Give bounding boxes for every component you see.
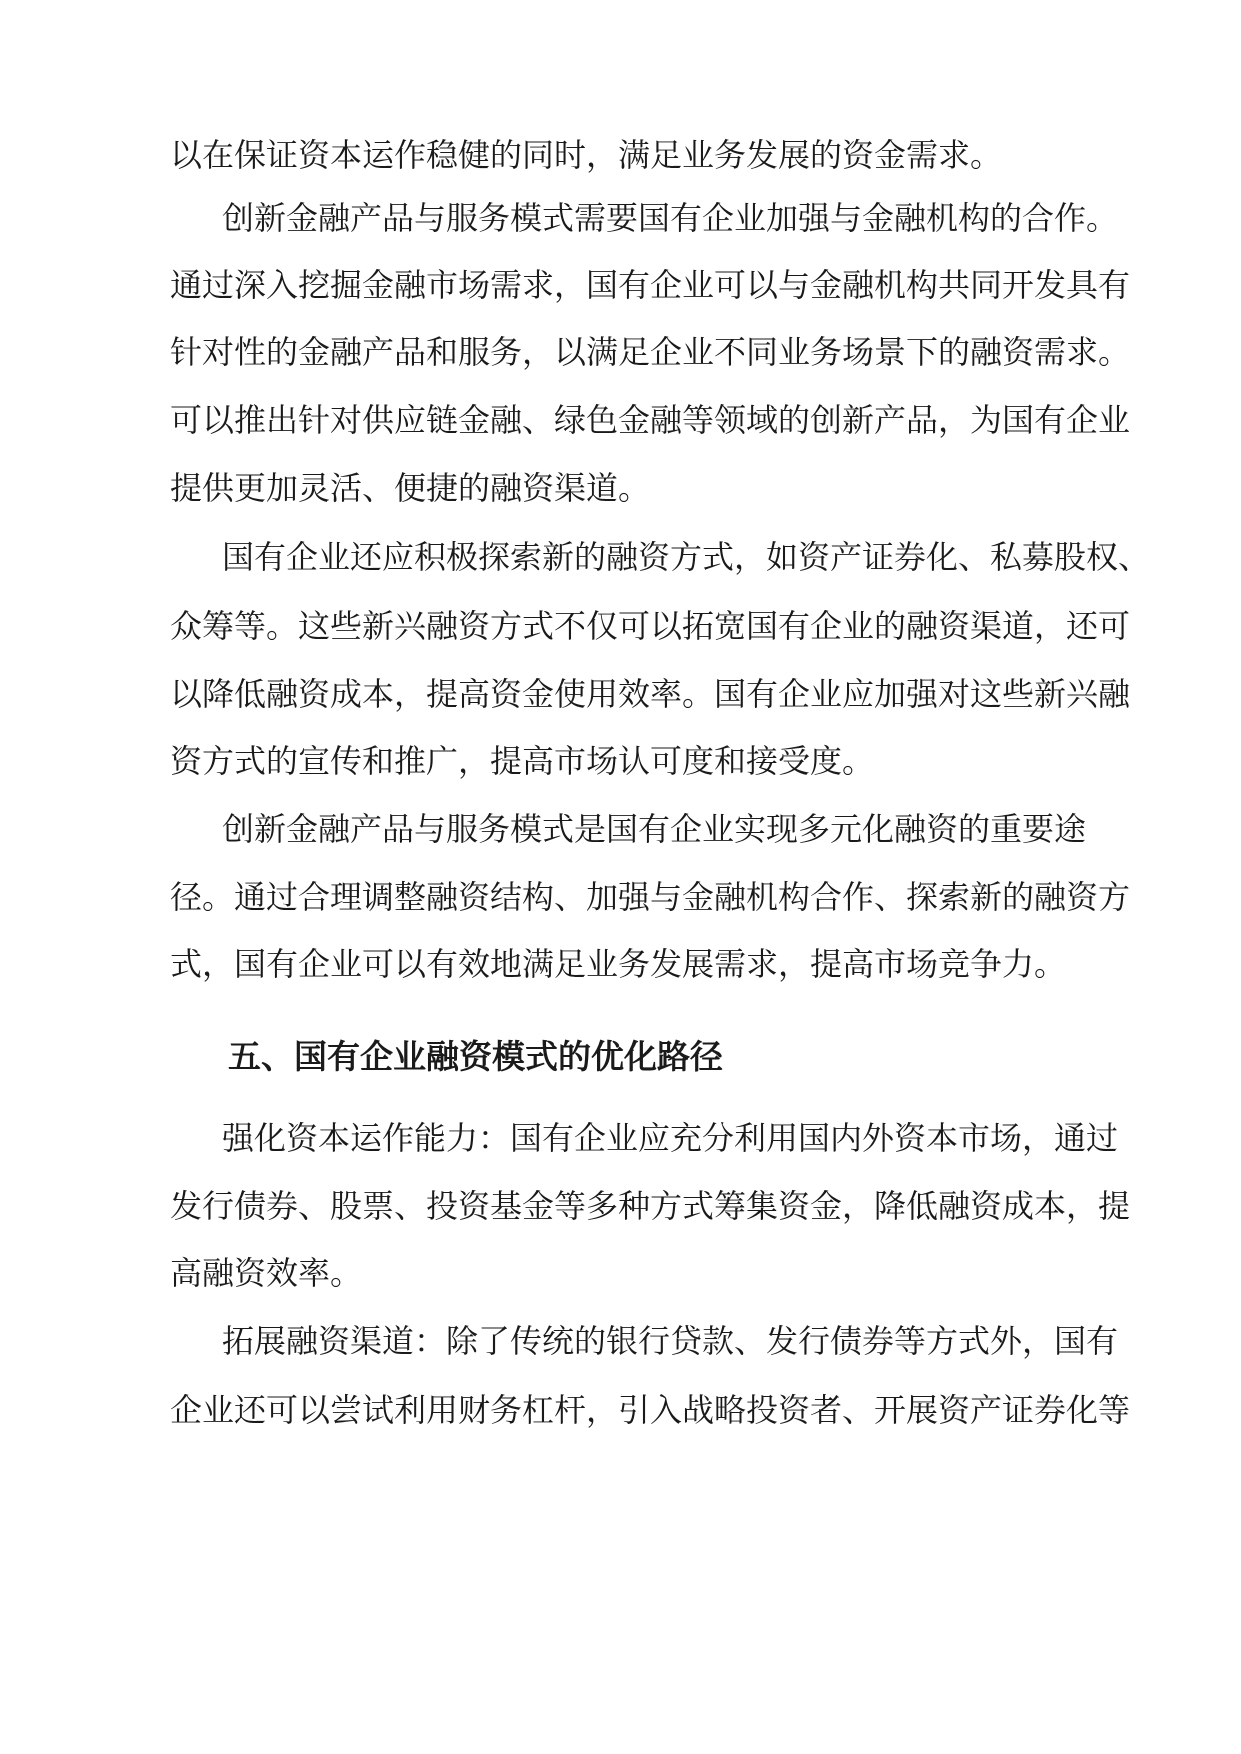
text-line-content: 以降低融资成本，提高资金使用效率。国有企业应加强对这些新兴融 [170, 675, 1131, 713]
text-line [0, 125, 1241, 185]
text-line [0, 1311, 1241, 1371]
text-line [0, 934, 1241, 994]
section-heading [0, 1027, 1241, 1087]
text-line [0, 867, 1241, 927]
text-line [0, 390, 1241, 450]
text-line-content: 国有企业还应积极探索新的融资方式，如资产证券化、私募股权、 [222, 538, 1151, 576]
text-line [0, 188, 1241, 248]
text-line-content: 众筹等。这些新兴融资方式不仅可以拓宽国有企业的融资渠道，还可 [170, 607, 1131, 645]
text-line [0, 1380, 1241, 1440]
text-line [0, 458, 1241, 518]
text-line [0, 596, 1241, 656]
text-line-content: 以在保证资本运作稳健的同时，满足业务发展的资金需求。 [170, 136, 1003, 174]
text-line-content: 径。通过合理调整融资结构、加强与金融机构合作、探索新的融资方 [170, 878, 1131, 916]
text-line-content: 高融资效率。 [170, 1254, 363, 1292]
text-line-content: 创新金融产品与服务模式是国有企业实现多元化融资的重要途 [222, 810, 1087, 848]
text-line-content: 可以推出针对供应链金融、绿色金融等领域的创新产品，为国有企业 [170, 401, 1131, 439]
text-line [0, 731, 1241, 791]
text-line-content: 强化资本运作能力：国有企业应充分利用国内外资本市场，通过 [222, 1119, 1119, 1157]
text-line-content: 式，国有企业可以有效地满足业务发展需求，提高市场竞争力。 [170, 945, 1067, 983]
text-line [0, 322, 1241, 382]
text-line-content: 企业还可以尝试利用财务杠杆，引入战略投资者、开展资产证券化等 [170, 1391, 1131, 1429]
text-line [0, 527, 1241, 587]
text-line-content: 发行债券、股票、投资基金等多种方式筹集资金，降低融资成本，提 [170, 1187, 1131, 1225]
text-line-content: 资方式的宣传和推广，提高市场认可度和接受度。 [170, 742, 875, 780]
text-line-content: 通过深入挖掘金融市场需求，国有企业可以与金融机构共同开发具有 [170, 266, 1131, 304]
text-line [0, 1176, 1241, 1236]
text-line [0, 1243, 1241, 1303]
text-line-content: 拓展融资渠道：除了传统的银行贷款、发行债券等方式外，国有 [222, 1322, 1119, 1360]
text-line [0, 255, 1241, 315]
text-line [0, 1108, 1241, 1168]
text-line-content: 创新金融产品与服务模式需要国有企业加强与金融机构的合作。 [222, 199, 1119, 237]
text-line-content: 针对性的金融产品和服务，以满足企业不同业务场景下的融资需求。 [170, 333, 1131, 371]
text-line [0, 799, 1241, 859]
text-line [0, 664, 1241, 724]
text-line-content: 提供更加灵活、便捷的融资渠道。 [170, 469, 651, 507]
section-heading-text: 五、国有企业融资模式的优化路径 [228, 1037, 723, 1076]
